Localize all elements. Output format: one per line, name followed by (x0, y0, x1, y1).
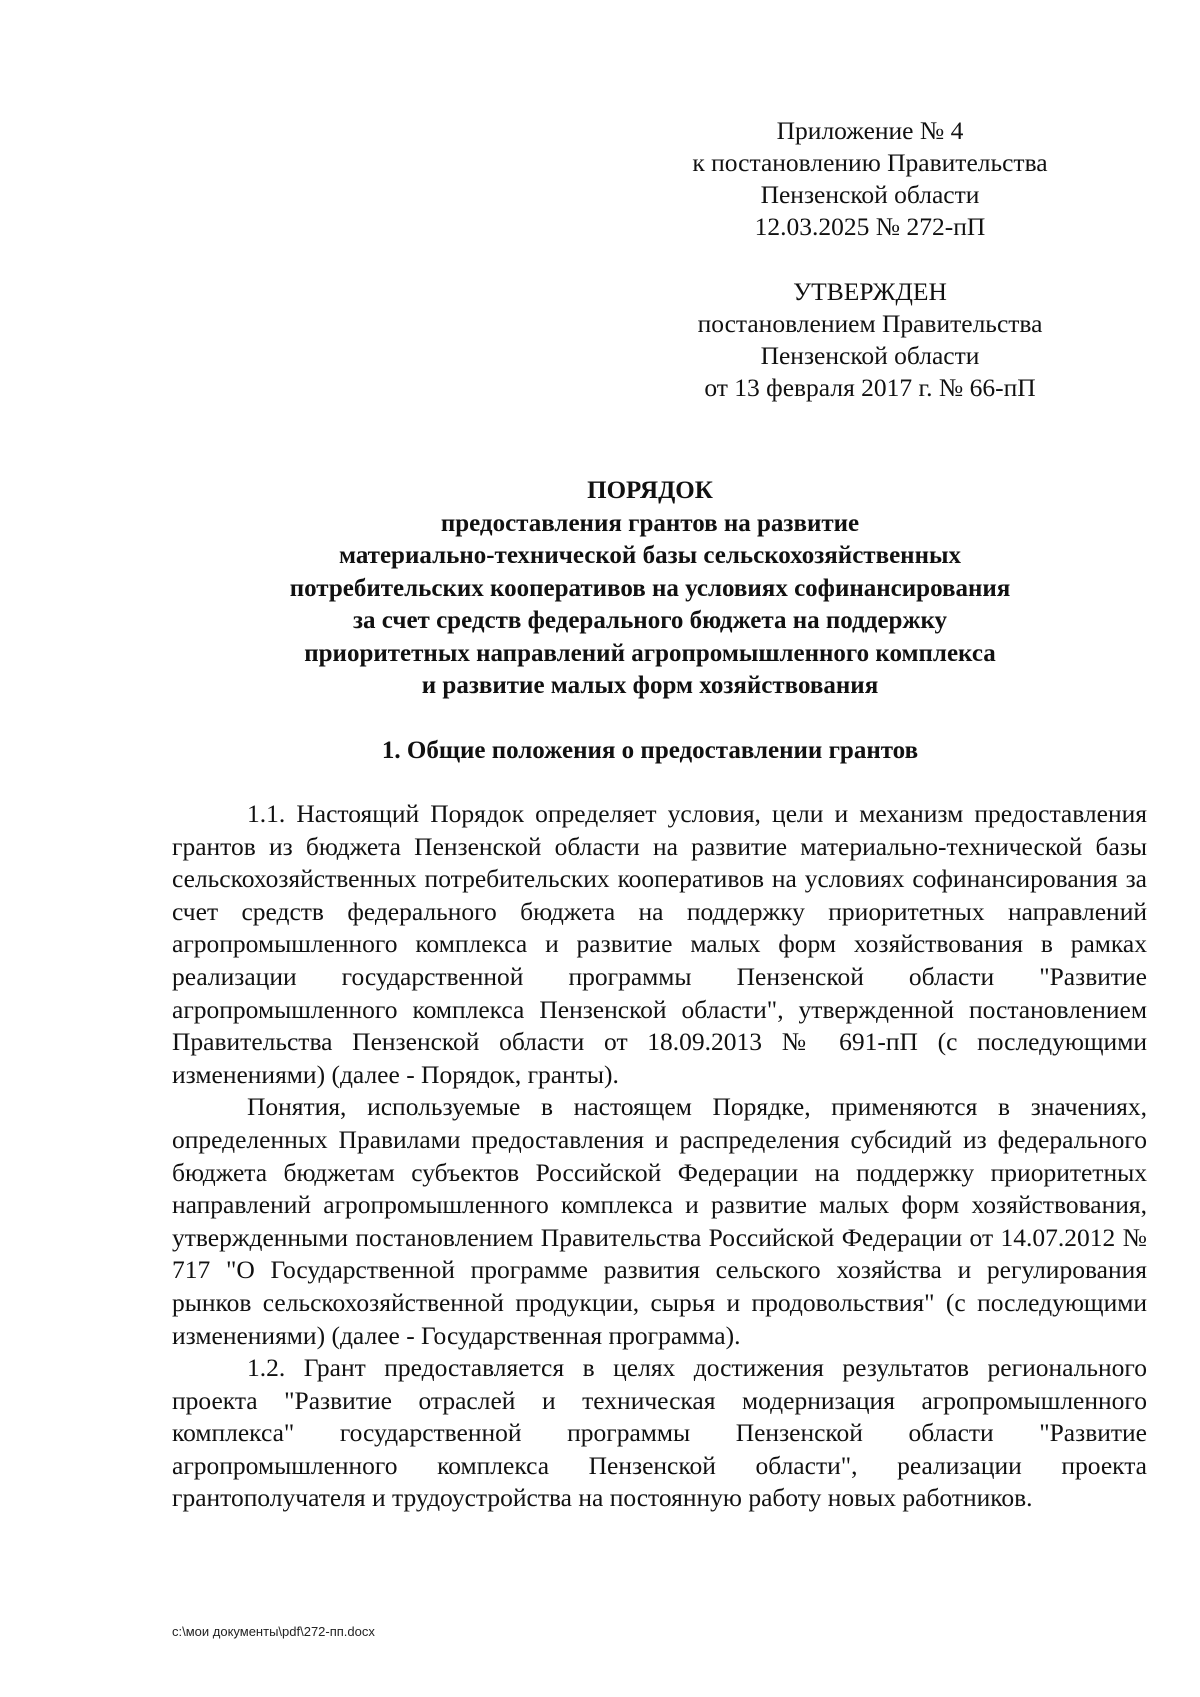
title-line: потребительских кооперативов на условиях софинансирования (289, 574, 1011, 602)
approved-label: УТВЕРЖДЕН (793, 277, 947, 306)
approved-date-number: от 13 февраля 2017 г. № 66-пП (704, 373, 1036, 402)
section-heading: 1. Общие положения о предоставлении грантов (381, 737, 919, 764)
footer-file-path: c:\мои документы\pdf\272-пп.docx (172, 1624, 375, 1639)
appendix-region: Пензенской области (760, 180, 980, 209)
appendix-date-number: 12.03.2025 № 272-пП (754, 212, 986, 241)
paragraph-1-1: 1.1. Настоящий Порядок определяет условия, цели и механизм предоставления грантов из бюджета Пензенской области на развитие материально-технической базы сельскохозяйственных потребительских кооперативов на условиях софинансирования за счет средств федерального бюджета на поддержку приоритетных направлений агропромышленного комплекса и развитие малых форм хозяйствования в рамках реализации государственной программы Пензенской области "Развитие агропромышленного комплекса Пензенской области", утвержденной постановлением Правительства Пензенской области от 18.09.2013 № 691-пП (с последующими изменениями) (далее - Порядок, гранты). (172, 799, 1147, 1089)
appendix-block (640, 115, 1100, 243)
approved-block (640, 276, 1100, 404)
title-line: приоритетных направлений агропромышленного комплекса (304, 639, 996, 667)
title-line: за счет средств федерального бюджета на поддержку (352, 607, 948, 634)
title-line: материально-технической базы сельскохозяйственных (338, 542, 962, 569)
section-body (172, 798, 1147, 1515)
title-line: и развитие малых форм хозяйствования (421, 672, 879, 699)
document-title (170, 475, 1130, 703)
approved-by-resolution: постановлением Правительства (697, 309, 1043, 338)
title-heading: ПОРЯДОК (587, 477, 713, 504)
paragraph-definitions: Понятия, используемые в настоящем Порядке, применяются в значениях, определенных Правилами предоставления и распределения субсидий из федерального бюджета бюджетам субъектов Российской Федерации на поддержку приоритетных направлений агропромышленного комплекса и развитие малых форм хозяйствования, утвержденными постановлением Правительства Российской Федерации от 14.07.2012 № 717 "О Государственной программе развития сельского хозяйства и регулирования рынков сельскохозяйственной продукции, сырья и продовольствия" (с последующими изменениями) (далее - Государственная программа). (172, 1092, 1147, 1350)
appendix-number: Приложение № 4 (776, 116, 964, 145)
paragraph-1-2: 1.2. Грант предоставляется в целях достижения результатов регионального проекта "Развитие отраслей и техническая модернизация агропромышленного комплекса" государственной программы Пензенской области "Развитие агропромышленного комплекса Пензенской области", реализации проекта грантополучателя и трудоустройства на постоянную работу новых работников. (172, 1353, 1147, 1513)
appendix-to-resolution: к постановлению Правительства (692, 148, 1048, 177)
approved-region: Пензенской области (760, 341, 980, 370)
title-line: предоставления грантов на развитие (440, 509, 860, 537)
